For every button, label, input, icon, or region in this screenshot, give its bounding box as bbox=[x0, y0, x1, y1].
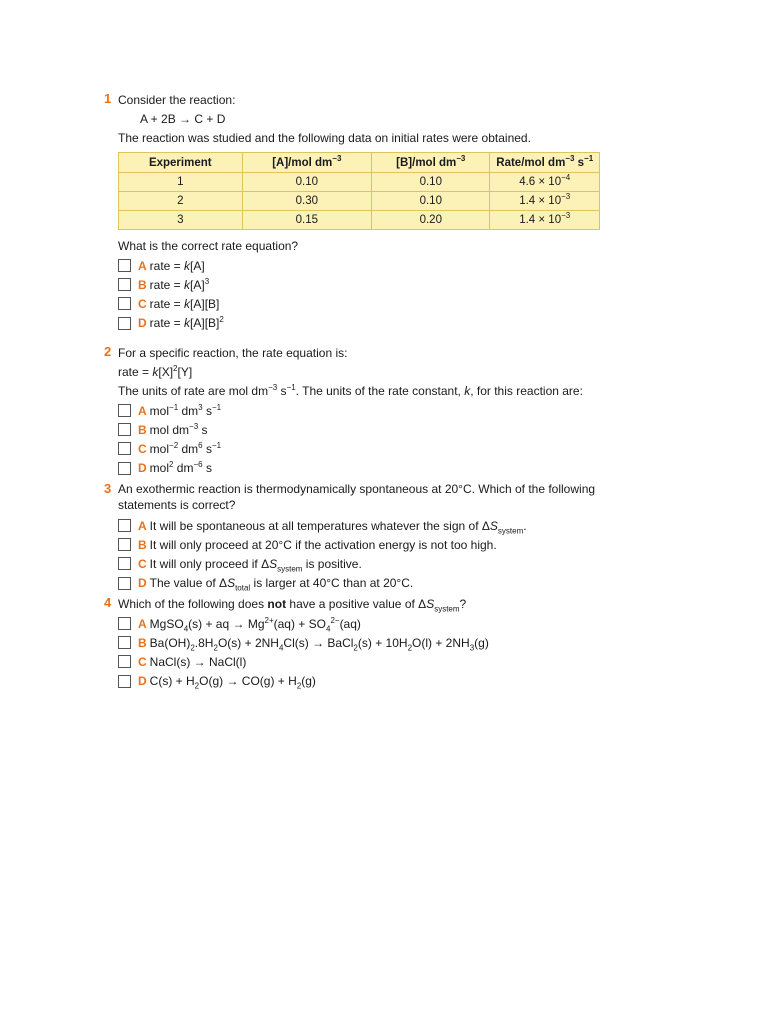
option-text: mol$^2$ $dm^{-6}$ s bbox=[149, 460, 212, 476]
header-rate: Rate/mol $dm^{-3}$ $s^{-1}$ bbox=[490, 153, 600, 173]
table-row bbox=[119, 173, 600, 192]
question-number: 4 bbox=[104, 595, 112, 610]
option-c bbox=[118, 294, 634, 313]
answer-checkbox-d[interactable] bbox=[118, 577, 131, 590]
cell-b: 0.10 bbox=[372, 192, 490, 211]
option-text: rate = k[A][B] bbox=[149, 296, 220, 311]
question-1 bbox=[104, 91, 634, 333]
answer-checkbox-a[interactable] bbox=[118, 404, 131, 417]
option-b bbox=[118, 275, 634, 294]
answer-checkbox-a[interactable] bbox=[118, 259, 131, 272]
initial-rates-table bbox=[118, 152, 600, 230]
option-text: mol$^{-1}$ $dm^3$ $s^{-1}$ bbox=[149, 402, 222, 418]
cell-experiment: 1 bbox=[119, 173, 243, 192]
question-4 bbox=[104, 595, 634, 691]
option-letter: D bbox=[138, 316, 147, 331]
option-b bbox=[118, 633, 634, 652]
option-letter: A bbox=[138, 616, 147, 631]
cell-experiment: 3 bbox=[119, 211, 243, 230]
answer-checkbox-a[interactable] bbox=[118, 519, 131, 532]
cell-a: 0.10 bbox=[242, 173, 372, 192]
cell-rate: $1.4 \times 10^{-3}$ bbox=[490, 211, 600, 230]
option-text: mol $dm^{-3}$ s bbox=[149, 421, 208, 437]
option-a bbox=[118, 516, 634, 535]
question-prompt: The units of rate are mol $dm^{-3}$ $s^{-1}$. The units of the rate constant, k, for this reaction are: bbox=[118, 383, 583, 398]
option-b bbox=[118, 420, 634, 439]
cell-b: 0.20 bbox=[372, 211, 490, 230]
header-a-concentration: [A]/mol $dm^{-3}$ bbox=[242, 153, 372, 173]
option-c bbox=[118, 439, 634, 458]
option-text: $C(s) + H_2O(g) \to CO(g) + H_2(g)$ bbox=[149, 674, 316, 691]
option-letter: A bbox=[138, 258, 147, 273]
option-letter: D bbox=[138, 576, 147, 591]
question-3 bbox=[104, 481, 634, 593]
study-statement: The reaction was studied and the following data on initial rates were obtained. bbox=[118, 131, 531, 145]
option-text: NaCl(s) → NaCl(l) bbox=[149, 654, 247, 669]
question-number: 3 bbox=[104, 481, 112, 496]
answer-checkbox-b[interactable] bbox=[118, 423, 131, 436]
table-row bbox=[119, 192, 600, 211]
option-c bbox=[118, 652, 634, 671]
question-prompt: What is the correct rate equation? bbox=[118, 239, 299, 253]
option-letter: C bbox=[138, 654, 147, 669]
option-d bbox=[118, 672, 634, 691]
header-experiment: Experiment bbox=[119, 153, 243, 173]
option-c bbox=[118, 554, 634, 573]
option-a bbox=[118, 401, 634, 420]
option-a bbox=[118, 614, 634, 633]
option-d bbox=[118, 314, 634, 333]
option-text: The value of $\Delta S_{total}$ is larger at 40°C than at 20°C. bbox=[149, 576, 414, 593]
option-letter: B bbox=[138, 277, 147, 292]
answer-checkbox-b[interactable] bbox=[118, 636, 131, 649]
option-text: MgSO$_4$(s) + aq → $Mg^{2+}(aq) + SO_4^{2-}(aq)$ bbox=[149, 615, 361, 633]
question-intro: Consider the reaction: bbox=[118, 93, 236, 107]
answer-checkbox-d[interactable] bbox=[118, 675, 131, 688]
table-header-row bbox=[119, 153, 600, 173]
table-row bbox=[119, 211, 600, 230]
question-number: 1 bbox=[104, 91, 112, 106]
option-d bbox=[118, 459, 634, 478]
question-intro: Which of the following does not have a positive value of $\Delta S_{system}$? bbox=[118, 597, 467, 614]
option-letter: B bbox=[138, 537, 147, 552]
answer-checkbox-c[interactable] bbox=[118, 655, 131, 668]
option-text: rate = $k[A][B]^2$ bbox=[149, 315, 224, 331]
option-b bbox=[118, 535, 634, 554]
answer-checkbox-a[interactable] bbox=[118, 617, 131, 630]
option-letter: D bbox=[138, 674, 147, 689]
answer-checkbox-d[interactable] bbox=[118, 317, 131, 330]
answer-checkbox-c[interactable] bbox=[118, 442, 131, 455]
option-letter: B bbox=[138, 422, 147, 437]
reaction-equation: A + 2B → C + D bbox=[140, 112, 226, 126]
option-text: rate = $k[A]^3$ bbox=[149, 276, 210, 292]
option-text: It will be spontaneous at all temperatures whatever the sign of $\Delta S_{system}$. bbox=[149, 518, 527, 535]
question-intro: An exothermic reaction is thermodynamically spontaneous at 20°C. Which of the following statements is correct? bbox=[118, 482, 596, 512]
option-text: rate = k[A] bbox=[149, 258, 205, 273]
cell-experiment: 2 bbox=[119, 192, 243, 211]
option-letter: C bbox=[138, 296, 147, 311]
option-letter: D bbox=[138, 461, 147, 476]
option-letter: B bbox=[138, 635, 147, 650]
option-letter: A bbox=[138, 403, 147, 418]
option-text: $Ba(OH)_2.8H_2O(s) + 2NH_4Cl(s)$ → BaCl$_2$(s) + $10H_2O(l) + 2NH_3(g)$ bbox=[149, 635, 489, 653]
cell-rate: $1.4 \times 10^{-3}$ bbox=[490, 192, 600, 211]
cell-b: 0.10 bbox=[372, 173, 490, 192]
question-number: 2 bbox=[104, 344, 112, 359]
option-letter: A bbox=[138, 518, 147, 533]
question-2 bbox=[104, 344, 634, 478]
rate-equation: rate = $k[X]^2[Y]$ bbox=[118, 364, 193, 379]
option-letter: C bbox=[138, 556, 147, 571]
answer-checkbox-b[interactable] bbox=[118, 538, 131, 551]
cell-a: 0.15 bbox=[242, 211, 372, 230]
cell-rate: $4.6 \times 10^{-4}$ bbox=[490, 173, 600, 192]
question-intro: For a specific reaction, the rate equation is: bbox=[118, 346, 348, 360]
answer-checkbox-b[interactable] bbox=[118, 278, 131, 291]
answer-checkbox-c[interactable] bbox=[118, 557, 131, 570]
answer-checkbox-d[interactable] bbox=[118, 462, 131, 475]
header-b-concentration: [B]/mol $dm^{-3}$ bbox=[372, 153, 490, 173]
option-text: mol$^{-2}$ $dm^6$ $s^{-1}$ bbox=[149, 440, 222, 456]
cell-a: 0.30 bbox=[242, 192, 372, 211]
option-a bbox=[118, 256, 634, 275]
option-text: It will only proceed if $\Delta S_{system}$ is positive. bbox=[149, 556, 362, 574]
option-d bbox=[118, 574, 634, 593]
answer-checkbox-c[interactable] bbox=[118, 297, 131, 310]
option-text: It will only proceed at 20°C if the activation energy is not too high. bbox=[149, 537, 497, 552]
option-letter: C bbox=[138, 441, 147, 456]
